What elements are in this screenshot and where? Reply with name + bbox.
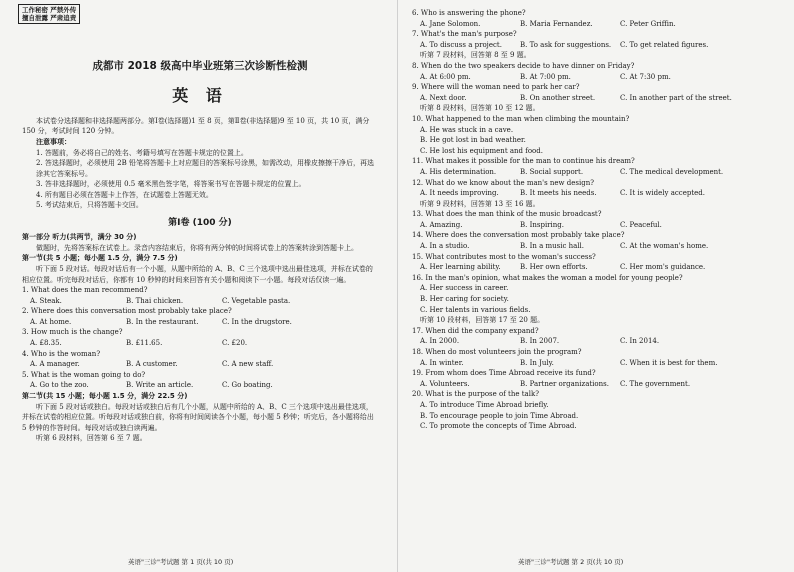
option-b: B. Maria Fernandez. [520,19,593,28]
options-row [30,317,378,328]
option-line: B. To encourage people to join Time Abroad. [420,411,579,420]
listen-instruction: 听第 10 段材料，回答第 17 至 20 题。 [420,316,545,325]
question-stem: 17. When did the company expand? [412,326,539,335]
question-stem: 18. When do most volunteers join the program? [412,348,582,356]
option-c: C. At the woman's home. [620,242,709,251]
left-question-list [22,285,378,391]
option-b: B. At 7:00 pm. [520,72,571,81]
option-c: C. It is widely accepted. [620,189,705,198]
option-c: C. Peter Griffin. [620,19,676,28]
question-stem: 11. What makes it possible for the man to continue his dream? [412,157,635,166]
right-question-list [412,8,780,432]
question-stem: 8. When do the two speakers decide to have dinner on Friday? [412,61,635,70]
option-a: A. At 6:00 pm. [420,72,471,81]
option-a: A. His determination. [420,167,497,176]
note-item: 2. 答选择题时，必须使用 2B 铅笔将答题卡上对应题目的答案标号涂黑，如需改动，用橡皮擦擦干净后，再选涂其它答案标号。 [36,159,374,178]
part1-heading: 第一部分 听力(共两节，满分 30 分) [22,232,137,241]
option-c: C. Peaceful. [620,220,662,229]
options-row [420,262,780,273]
options-row [420,93,780,104]
option-b: B. Inspiring. [520,220,564,229]
listen-instruction: 听第 7 段材料，回答第 8 至 9 题。 [420,51,531,60]
option-b: B. In the restaurant. [126,317,199,326]
option-b: B. On another street. [520,93,596,102]
options-row [30,359,378,370]
option-a: A. In winter. [420,358,464,367]
question-stem: 10. What happened to the man when climbing the mountain? [412,114,630,123]
option-line: A. To introduce Time Abroad briefly. [420,400,549,409]
option-line: A. Her success in career. [420,284,509,293]
option-b: B. It meets his needs. [520,189,597,198]
options-row [30,338,378,349]
footer-left: 英语"三诊"考试题 第 1 页(共 10 页) [128,558,234,566]
options-row [420,358,780,369]
option-c: C. £20. [222,339,248,347]
option-a: A. In a studio. [420,242,470,251]
option-a: A. It needs improving. [420,189,499,198]
option-b: B. Write an article. [126,381,194,390]
option-c: C. In the drugstore. [222,317,292,326]
option-line: C. Her talents in various fields. [420,305,531,314]
footer-right: 英语"三诊"考试题 第 2 页(共 10 页) [518,558,624,566]
option-c: C. At 7:30 pm. [620,72,671,81]
section1-intro: 听下面 5 段对话。每段对话后有一个小题，从题中所给的 A、B、C 三个选项中选出最佳选项，并标在试卷的相应位置。听完每段对话后，你都有 10 秒钟的时间来回答有关小题和阅读下一小题。每段对话仅读一遍。 [22,265,373,284]
option-b: B. Thai chicken. [126,296,184,305]
option-c: C. Go boating. [222,381,273,390]
option-line: C. To promote the concepts of Time Abroad. [420,422,577,431]
options-row [420,241,780,252]
question-stem: 13. What does the man think of the music broadcast? [412,210,602,219]
page-left [0,0,396,572]
option-b: B. In July. [520,358,554,367]
option-b: B. In 2007. [520,337,560,346]
exam-title: 成都市 2018 级高中毕业班第三次诊断性检测 [92,60,308,72]
volume-heading: 第Ⅰ卷 (100 分) [168,217,232,228]
page-divider [397,0,398,572]
question-stem: 19. From whom does Time Abroad receive its fund? [412,369,596,378]
option-c: C. When it is best for them. [620,358,718,367]
question-stem: 2. Where does this conversation most probably take place? [22,307,232,316]
option-a: A. Next door. [420,93,467,102]
confidential-stamp [18,4,80,24]
option-c: C. Vegetable pasta. [222,296,291,305]
notes-heading: 注意事项： [36,137,71,146]
intro-text: 本试卷分选择题和非选择题两部分。第Ⅰ卷(选择题)1 至 8 页，第Ⅱ卷(非选择题)9 至 10 页，共 10 页，满分 150 分，考试时间 120 分钟。 [22,117,370,136]
option-line: B. Her caring for society. [420,295,509,304]
options-row [420,40,780,51]
options-row [30,296,378,307]
option-line: C. He lost his equipment and food. [420,146,543,155]
options-row [420,188,780,199]
question-stem: 1. What does the man recommend? [22,286,148,295]
question-stem: 16. In the man's opinion, what makes the woman a model for young people? [412,273,683,282]
options-row [420,336,780,347]
option-b: B. To ask for suggestions. [520,40,612,49]
question-stem: 3. How much is the change? [22,328,123,337]
option-a: A. Jane Solomon. [420,19,481,28]
notes-list [22,148,378,211]
question-stem: 6. Who is answering the phone? [412,9,526,17]
note-item: 1. 答题前，务必将自己的姓名、考籍号填写在答题卡规定的位置上。 [36,148,248,157]
section1-heading: 第一节(共 5 小题；每小题 1.5 分，满分 7.5 分) [22,254,178,263]
option-c: C. Her mom's guidance. [620,263,706,272]
option-a: A. A manager. [30,360,80,369]
listen-instruction: 听第 8 段材料，回答第 10 至 12 题。 [420,104,540,113]
option-c: C. In another part of the street. [620,93,732,102]
option-a: A. Steak. [30,296,62,305]
option-a: A. £8.35. [30,339,62,347]
section2-intro: 听下面 5 段对话或独白。每段对话或独白后有几个小题，从题中所给的 A、B、C 三个选项中选出最佳选项，并标在试卷的相应位置。听每段对话或独白前，你将有时间阅读各个小题，每小题 5 秒钟；听完后，各小题将给出 5 秒钟的作答时间。每段对话或独白读两遍。 [22,402,374,432]
subject-title: 英 语 [172,86,228,105]
listen-6-instruction: 听第 6 段材料，回答第 6 至 7 题。 [36,434,147,443]
option-a: A. Amazing. [420,220,463,229]
section2-heading: 第二节(共 15 小题；每小题 1.5 分，满分 22.5 分) [22,391,188,400]
option-c: C. The government. [620,379,691,388]
question-stem: 12. What do we know about the man's new design? [412,178,594,187]
option-c: C. The medical development. [620,167,724,176]
options-row [30,380,378,391]
question-stem: 7. What's the man's purpose? [412,30,517,39]
options-row [420,220,780,231]
part1-intro: 做题时，先将答案标在试卷上。录音内容结束后，你将有两分钟的时间将试卷上的答案转涂到答题卡上。 [36,243,358,252]
option-c: C. In 2014. [620,337,660,346]
option-line: A. He was stuck in a cave. [420,125,514,134]
question-stem: 15. What contributes most to the woman's success? [412,252,596,261]
question-stem: 5. What is the woman going to do? [22,370,146,379]
options-row [420,19,780,30]
option-a: A. Volunteers. [420,379,470,388]
option-b: B. Social support. [520,167,584,176]
stamp-line-1: 工作秘密 严禁外传 [22,6,77,14]
option-a: A. In 2000. [420,337,460,346]
option-b: B. In a music hall. [520,242,584,251]
question-stem: 20. What is the purpose of the talk? [412,390,539,399]
note-item: 3. 答非选择题时，必须使用 0.5 毫米黑色签字笔，将答案书写在答题卡规定的位置上。 [36,180,306,189]
listen-instruction: 听第 9 段材料，回答第 13 至 16 题。 [420,199,540,208]
options-row [420,72,780,83]
option-line: B. He got lost in bad weather. [420,136,526,145]
option-a: A. At home. [30,317,72,326]
option-b: B. A customer. [126,360,178,369]
note-item: 4. 所有题目必须在答题卡上作答，在试题卷上答题无效。 [36,190,213,199]
note-item: 5. 考试结束后，只将答题卡交回。 [36,201,143,210]
option-c: C. To get related figures. [620,40,709,49]
option-b: B. Partner organizations. [520,379,609,388]
options-row [420,167,780,178]
option-c: C. A new staff. [222,360,274,369]
option-a: A. To discuss a project. [420,40,502,49]
question-stem: 9. Where will the woman need to park her car? [412,83,580,92]
question-stem: 14. Where does the conversation most probably take place? [412,231,625,240]
stamp-line-2: 擅自泄露 严肃追责 [22,14,77,22]
option-b: B. £11.65. [126,339,163,347]
option-a: A. Go to the zoo. [30,381,89,390]
page-right [400,0,794,572]
question-stem: 4. Who is the woman? [22,349,101,358]
options-row [420,379,780,390]
option-a: A. Her learning ability. [420,263,501,272]
option-b: B. Her own efforts. [520,263,588,272]
